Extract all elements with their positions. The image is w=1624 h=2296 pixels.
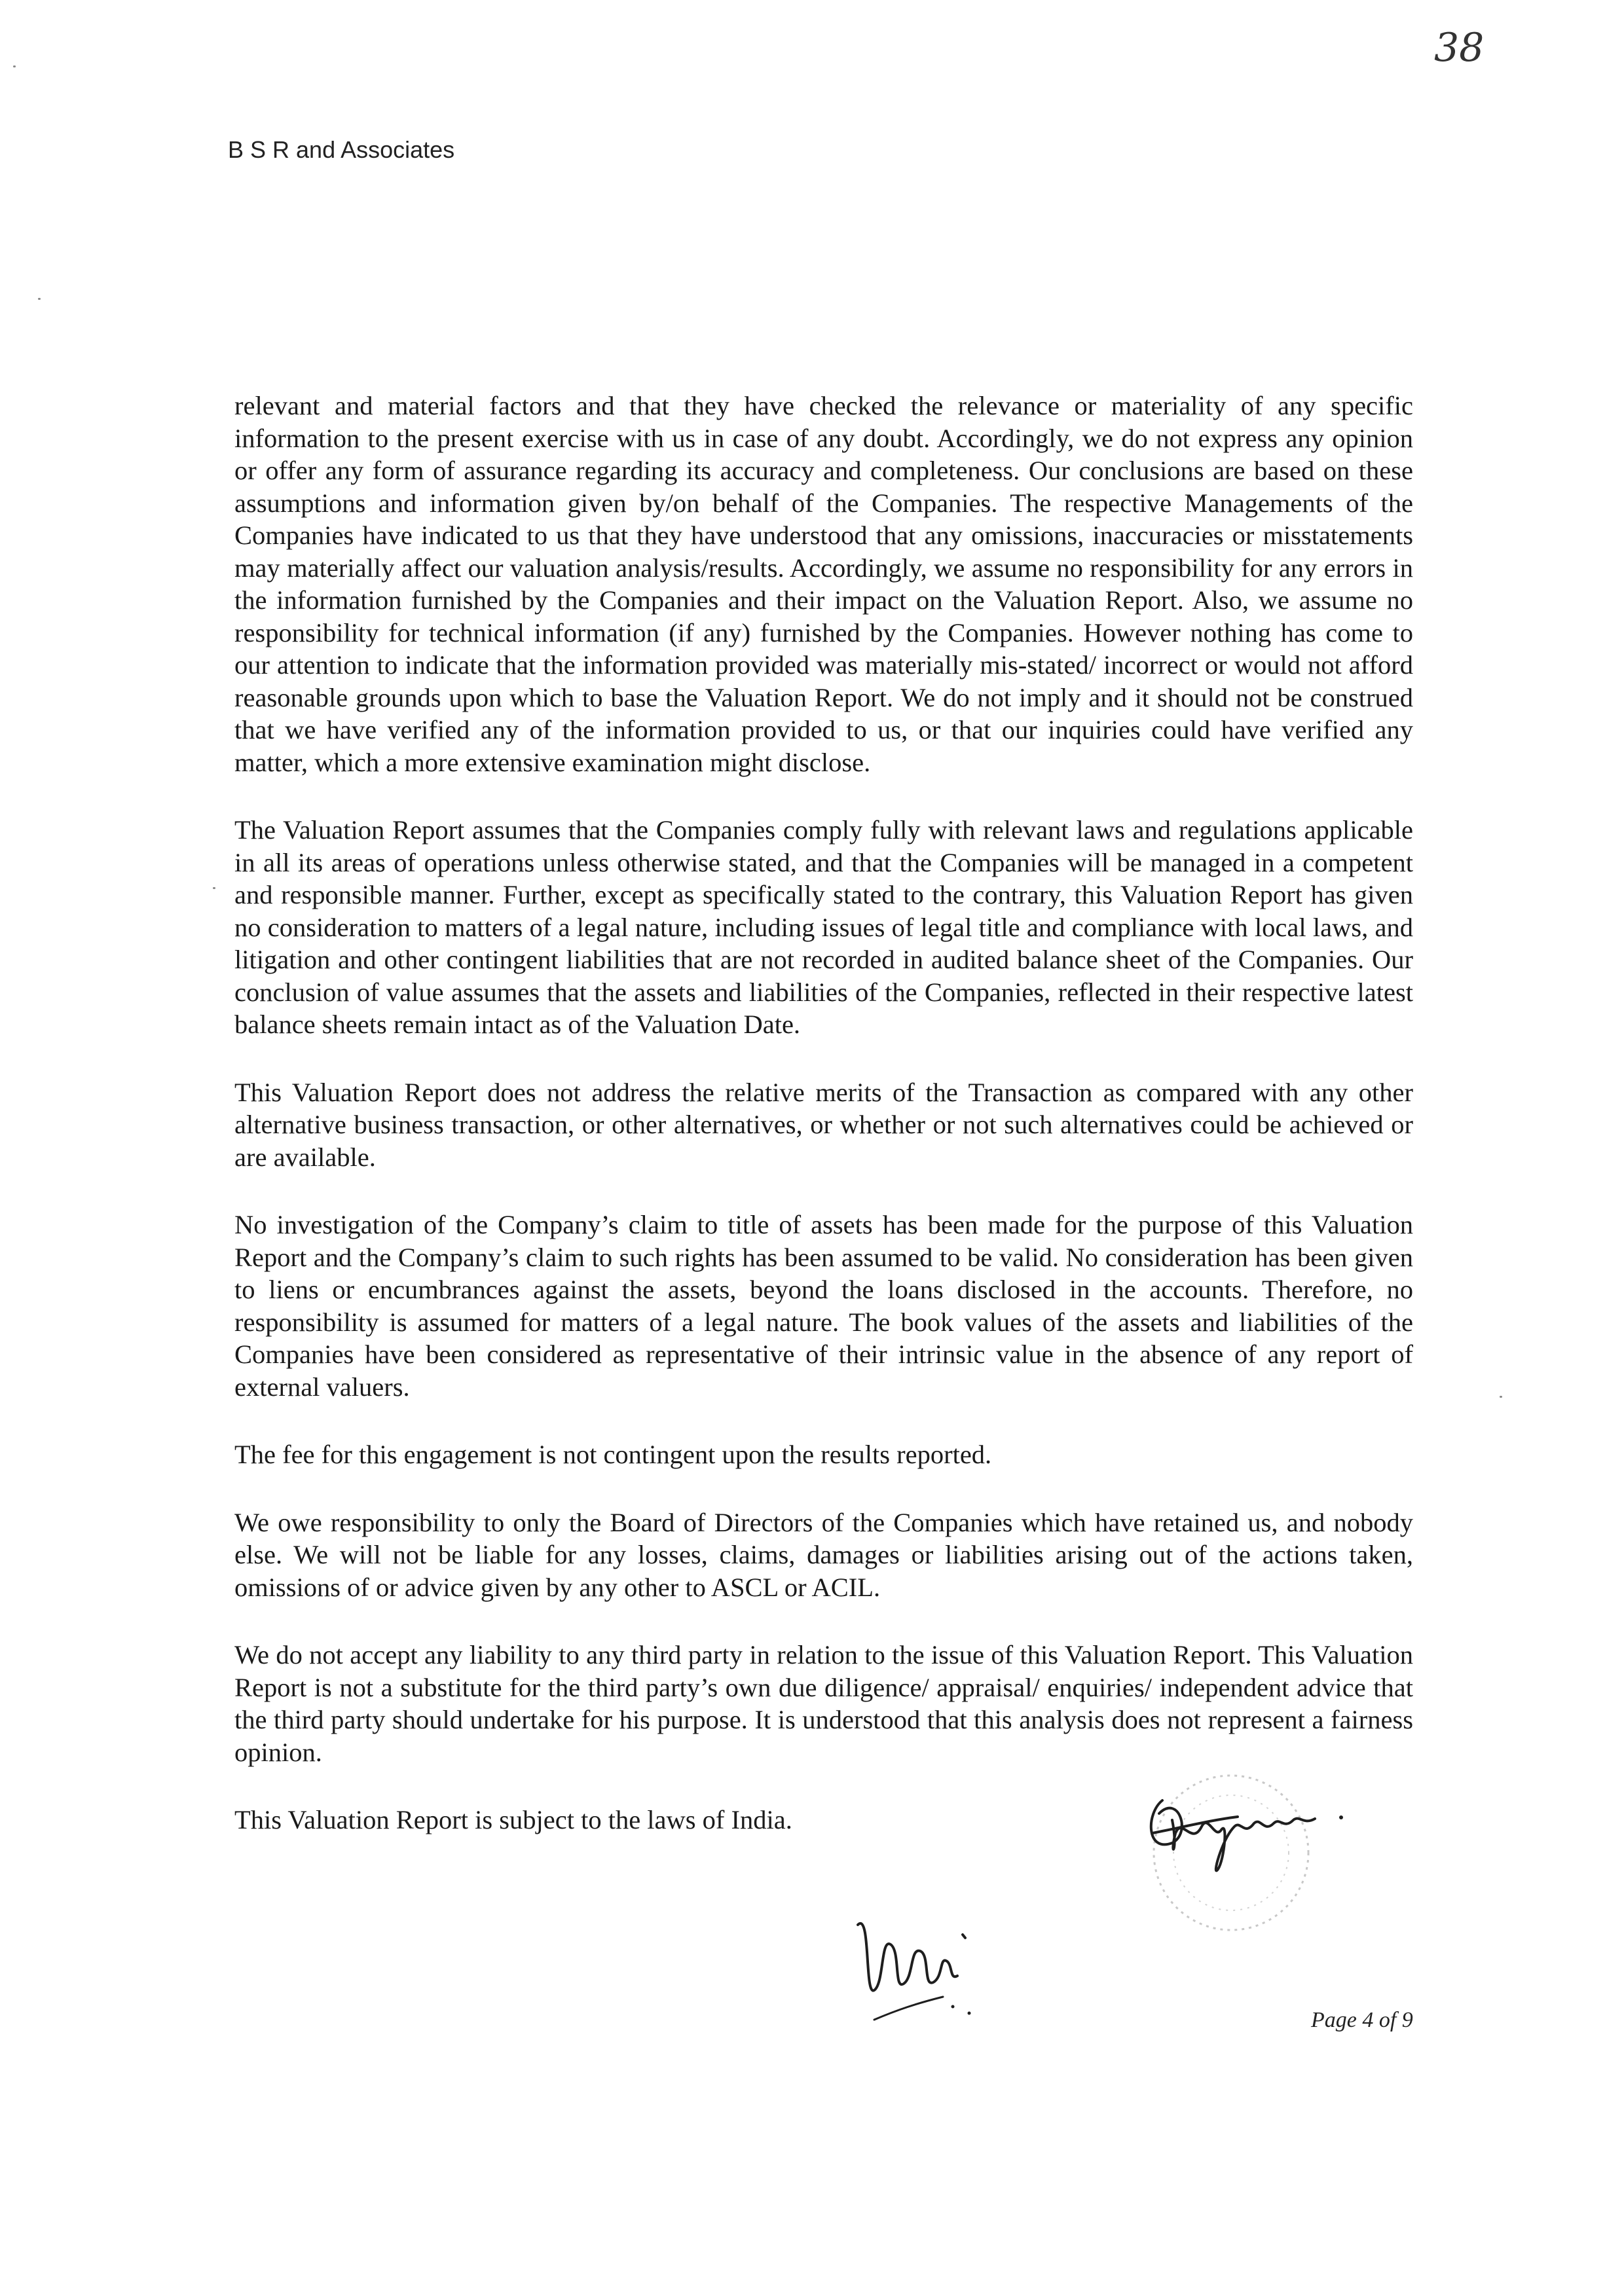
paragraph-governing-law: This Valuation Report is subject to the laws of India. — [234, 1805, 792, 1834]
paragraph-fee: The fee for this engagement is not contingent upon the results reported. — [234, 1440, 992, 1469]
paragraph-responsibility: We owe responsibility to only the Board of Directors of the Companies which have retained us, and nobody else. We will not be liable for any losses, claims, damages or liabilities arising out of the actions taken, omissions of or advice given by any other to ASCL or ACIL. — [234, 1507, 1413, 1602]
report-body — [234, 390, 1413, 1836]
signature-right-with-stamp — [1107, 1755, 1382, 1951]
paragraph-title-to-assets: No investigation of the Company’s claim to title of assets has been made for the purpose of this Valuation Report and the Company’s claim to such rights has been assumed to be valid. No consideration has been given to liens or encumbrances against the assets, beyond the loans disclosed in the accounts. Therefore, no responsibility is assumed for matters of a legal nature. The book values of the assets and liabilities of the Companies have been considered as representative of their intrinsic value in the absence of any report of external valuers. — [234, 1210, 1413, 1402]
paragraph-third-party-liability: We do not accept any liability to any third party in relation to the issue of this Valuation Report. This Valuation Report is not a substitute for the third party’s own due diligence/ appraisal/ enquiries/ independent advice that the third party should undertake for his purpose. It is understood that this analysis does not represent a fairness opinion. — [234, 1640, 1413, 1767]
signature-left — [845, 1899, 1002, 2030]
firm-name-header: B S R and Associates — [228, 136, 455, 163]
paragraph-legal-compliance: The Valuation Report assumes that the Companies comply fully with relevant laws and regulations applicable in all its areas of operations unless otherwise stated, and that the Companies will be managed in a competent and responsible manner. Further, except as specifically stated to the contrary, this Valuation Report has given no consideration to matters of a legal nature, including issues of legal title and compliance with local laws, and litigation and other contingent liabilities that are not recorded in audited balance sheet of the Companies. Our conclusion of value assumes that the assets and liabilities of the Companies, reflected in their respective latest balance sheets remain intact as of the Valuation Date. — [234, 815, 1413, 1039]
paragraph-reliance-on-information: relevant and material factors and that they have checked the relevance or materiality of any specific information to the present exercise with us in case of any doubt. Accordingly, we do not express any opinion or offer any form of assurance regarding its accuracy and completeness. Our conclusions are based on these assumptions and information given by/on behalf of the Companies. The respective Managements of the Companies have indicated to us that they have understood that any omissions, inaccuracies or misstatements may materially affect our valuation analysis/results. Accordingly, we assume no responsibility for any errors in the information furnished by the Companies and their impact on the Valuation Report. Also, we assume no responsibility for technical information (if any) furnished by the Companies. However nothing has come to our attention to indicate that the information provided was materially mis-stated/ incorrect or would not afford reasonable grounds upon which to base the Valuation Report. We do not imply and it should not be construed that we have verified any of the information provided to us, or that our inquiries could have verified any matter, which a more extensive examination might disclose. — [234, 391, 1413, 777]
handwritten-page-number: 38 — [1434, 25, 1485, 71]
paragraph-relative-merits: This Valuation Report does not address the relative merits of the Transaction as compared with any other alternative business transaction, or other alternatives, or whether or not such alternatives could be achieved or are available. — [234, 1077, 1413, 1172]
page-number-footer: Page 4 of 9 — [1311, 2008, 1413, 2032]
